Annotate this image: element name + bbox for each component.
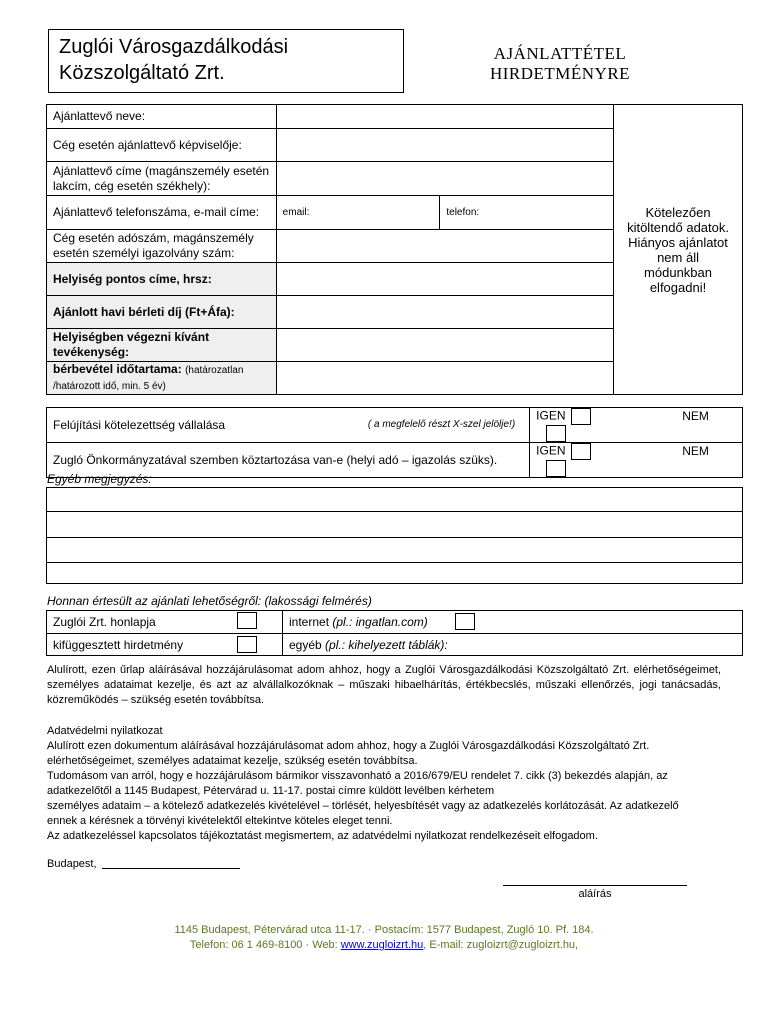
privacy-line-4: adatkezelőtől a 1145 Budapest, Pétervárad u. 11-17. postai címre küldött levélben kérhetem (47, 785, 495, 797)
company-name-box (48, 29, 404, 93)
source-option-internet (283, 611, 743, 634)
tax-debt-label: Zugló Önkormányzatával szemben köztartozása van-e (helyi adó – igazolás szüks). (47, 443, 530, 478)
remarks-label: Egyéb megjegyzés: (47, 472, 152, 486)
label-tax-id: Cég esetén adószám, magánszemély esetén személyi igazolvány szám: (47, 230, 277, 263)
field-premises-address[interactable] (276, 263, 613, 296)
field-monthly-rent[interactable] (276, 296, 613, 329)
renovation-label: Felújítási kötelezettség vállalása (53, 418, 226, 432)
document-title (440, 44, 680, 84)
privacy-line-2: elérhetőségeimet, személyes adataimat kezelje, szükség esetén továbbítsa. (47, 755, 418, 767)
label-activity: Helyiségben végezni kívánt tevékenység: (47, 329, 277, 362)
field-activity[interactable] (276, 329, 613, 362)
consent-paragraph: Alulírott, ezen űrlap aláírásával hozzájárulásomat adom ahhoz, hogy a Zuglói Városgazdálkodási Közszolgáltató Zrt. elérhetőségeimet, személyes adataimat kezelje, és azt az alvállalkozóknak – műszaki hibaelhárítás, értékbecslés, műszaki ellenőrzés, jogi tanácsadás, közreműködés – szükség esetén továbbítsa. (47, 664, 721, 706)
internet-label: internet (289, 615, 330, 629)
label-representative: Cég esetén ajánlattevő képviselője: (47, 129, 277, 162)
title-line1: AJÁNLATTÉTEL (493, 44, 627, 63)
internet-checkbox[interactable] (455, 613, 475, 630)
privacy-line-3: Tudomásom van arról, hogy e hozzájárulásom bármikor visszavonható a 2016/679/EU rendelet 7. cikk (3) bekezdés alapján, az (47, 770, 668, 782)
renovation-no-checkbox[interactable] (546, 425, 566, 442)
internet-hint: (pl.: ingatlan.com) (332, 615, 428, 629)
label-rental-period (47, 362, 277, 395)
mandatory-note-text: Kötelezően kitöltendő adatok. Hiányos ajánlatot nem áll módunkban elfogadni! (627, 204, 729, 295)
mandatory-note (614, 105, 743, 395)
field-rental-period[interactable] (276, 362, 613, 395)
field-representative[interactable] (276, 129, 613, 162)
footer-address: 1145 Budapest, Pétervárad utca 11-17. · Postacím: 1577 Budapest, Zugló 10. Pf. 184. (174, 924, 594, 936)
remarks-line-3[interactable] (47, 538, 743, 563)
notice-label: kifüggesztett hirdetmény (53, 637, 184, 652)
other-hint: (pl.: kihelyezett táblák): (325, 637, 448, 652)
renovation-row (47, 408, 530, 443)
field-applicant-name[interactable] (276, 105, 613, 129)
email-label: email: (282, 207, 310, 218)
label-contact: Ajánlattevő telefonszáma, e-mail címe: (47, 196, 277, 230)
source-option-notice (47, 634, 283, 656)
signature-label: aláírás (578, 888, 612, 900)
rental-period-hint: (határozatlan /határozott idő, min. 5 év) (53, 365, 244, 392)
renovation-yes-label: IGEN (536, 408, 566, 423)
field-tax-id[interactable] (276, 230, 613, 263)
tax-debt-choices (530, 443, 743, 478)
footer-email: , E-mail: zugloizrt@zugloizrt.hu, (423, 939, 579, 951)
other-label: egyéb (289, 637, 322, 652)
remarks-line-4[interactable] (47, 563, 743, 584)
label-address: Ajánlattevő címe (magánszemély esetén lakcím, cég esetén székhely): (47, 162, 277, 196)
applicant-form-table (46, 104, 743, 395)
footer-phone: Telefon: 06 1 469-8100 · Web: (189, 939, 341, 951)
field-address[interactable] (276, 162, 613, 196)
tax-debt-no-checkbox[interactable] (546, 460, 566, 477)
privacy-line-5: személyes adataim – a kötelező adatkezelés kivételével – törlését, helyesbítését vagy az adatkezelés korlátozását. Az adatkezelő (47, 800, 679, 812)
footer-web-link[interactable]: www.zugloizrt.hu (340, 939, 424, 951)
phone-label: telefon: (446, 207, 480, 218)
notice-checkbox[interactable] (237, 636, 257, 653)
privacy-line-6: ennek a kérésnek a törvényi kivételektől eltekintve köteles eleget tenni. (47, 815, 393, 827)
website-checkbox[interactable] (237, 612, 257, 629)
remarks-table (46, 487, 743, 584)
label-monthly-rent: Ajánlott havi bérleti díj (Ft+Áfa): (47, 296, 277, 329)
privacy-title: Adatvédelmi nyilatkozat (47, 725, 163, 737)
place-label: Budapest, (47, 858, 97, 870)
source-label: Honnan értesült az ajánlati lehetőségről: (lakossági felmérés) (47, 594, 372, 608)
tax-debt-no-label: NEM (682, 443, 709, 458)
field-email[interactable] (276, 196, 440, 230)
field-phone[interactable] (440, 196, 614, 230)
rental-period-label: bérbevétel időtartama: (53, 362, 182, 376)
remarks-line-1[interactable] (47, 488, 743, 512)
website-label: Zuglói Zrt. honlapja (53, 615, 156, 629)
source-option-website (47, 611, 283, 634)
renovation-no-label: NEM (682, 408, 709, 423)
label-applicant-name: Ajánlattevő neve: (47, 105, 277, 129)
remarks-line-2[interactable] (47, 512, 743, 538)
obligations-table (46, 407, 743, 478)
renovation-choices (530, 408, 743, 443)
privacy-line-1: Alulírott ezen dokumentum aláírásával hozzájárulásomat adom ahhoz, hogy a Zuglói Városgazdálkodási Közszolgáltató Zrt. (47, 740, 650, 752)
privacy-statement (47, 724, 737, 844)
privacy-line-7: Az adatkezeléssel kapcsolatos tájékoztatást megismertem, az adatvédelmi nyilatkozat rendelkezéseit elfogadom. (47, 830, 598, 842)
footer (0, 923, 768, 953)
renovation-yes-checkbox[interactable] (571, 408, 591, 425)
company-name-line1: Zuglói Városgazdálkodási (59, 36, 289, 58)
label-premises-address: Helyiség pontos címe, hrsz: (47, 263, 277, 296)
tax-debt-yes-checkbox[interactable] (571, 443, 591, 460)
source-option-other[interactable] (283, 634, 743, 656)
renovation-hint: ( a megfelelő részt X-szel jelölje!) (367, 419, 516, 430)
source-table (46, 610, 743, 656)
title-line2: HIRDETMÉNYRE (489, 64, 631, 83)
date-line[interactable] (102, 868, 240, 869)
tax-debt-yes-label: IGEN (536, 443, 566, 458)
place-date (47, 858, 240, 870)
footer-contact (0, 938, 768, 953)
signature-line[interactable] (503, 885, 687, 886)
company-name-line2: Közszolgáltató Zrt. (59, 62, 225, 84)
